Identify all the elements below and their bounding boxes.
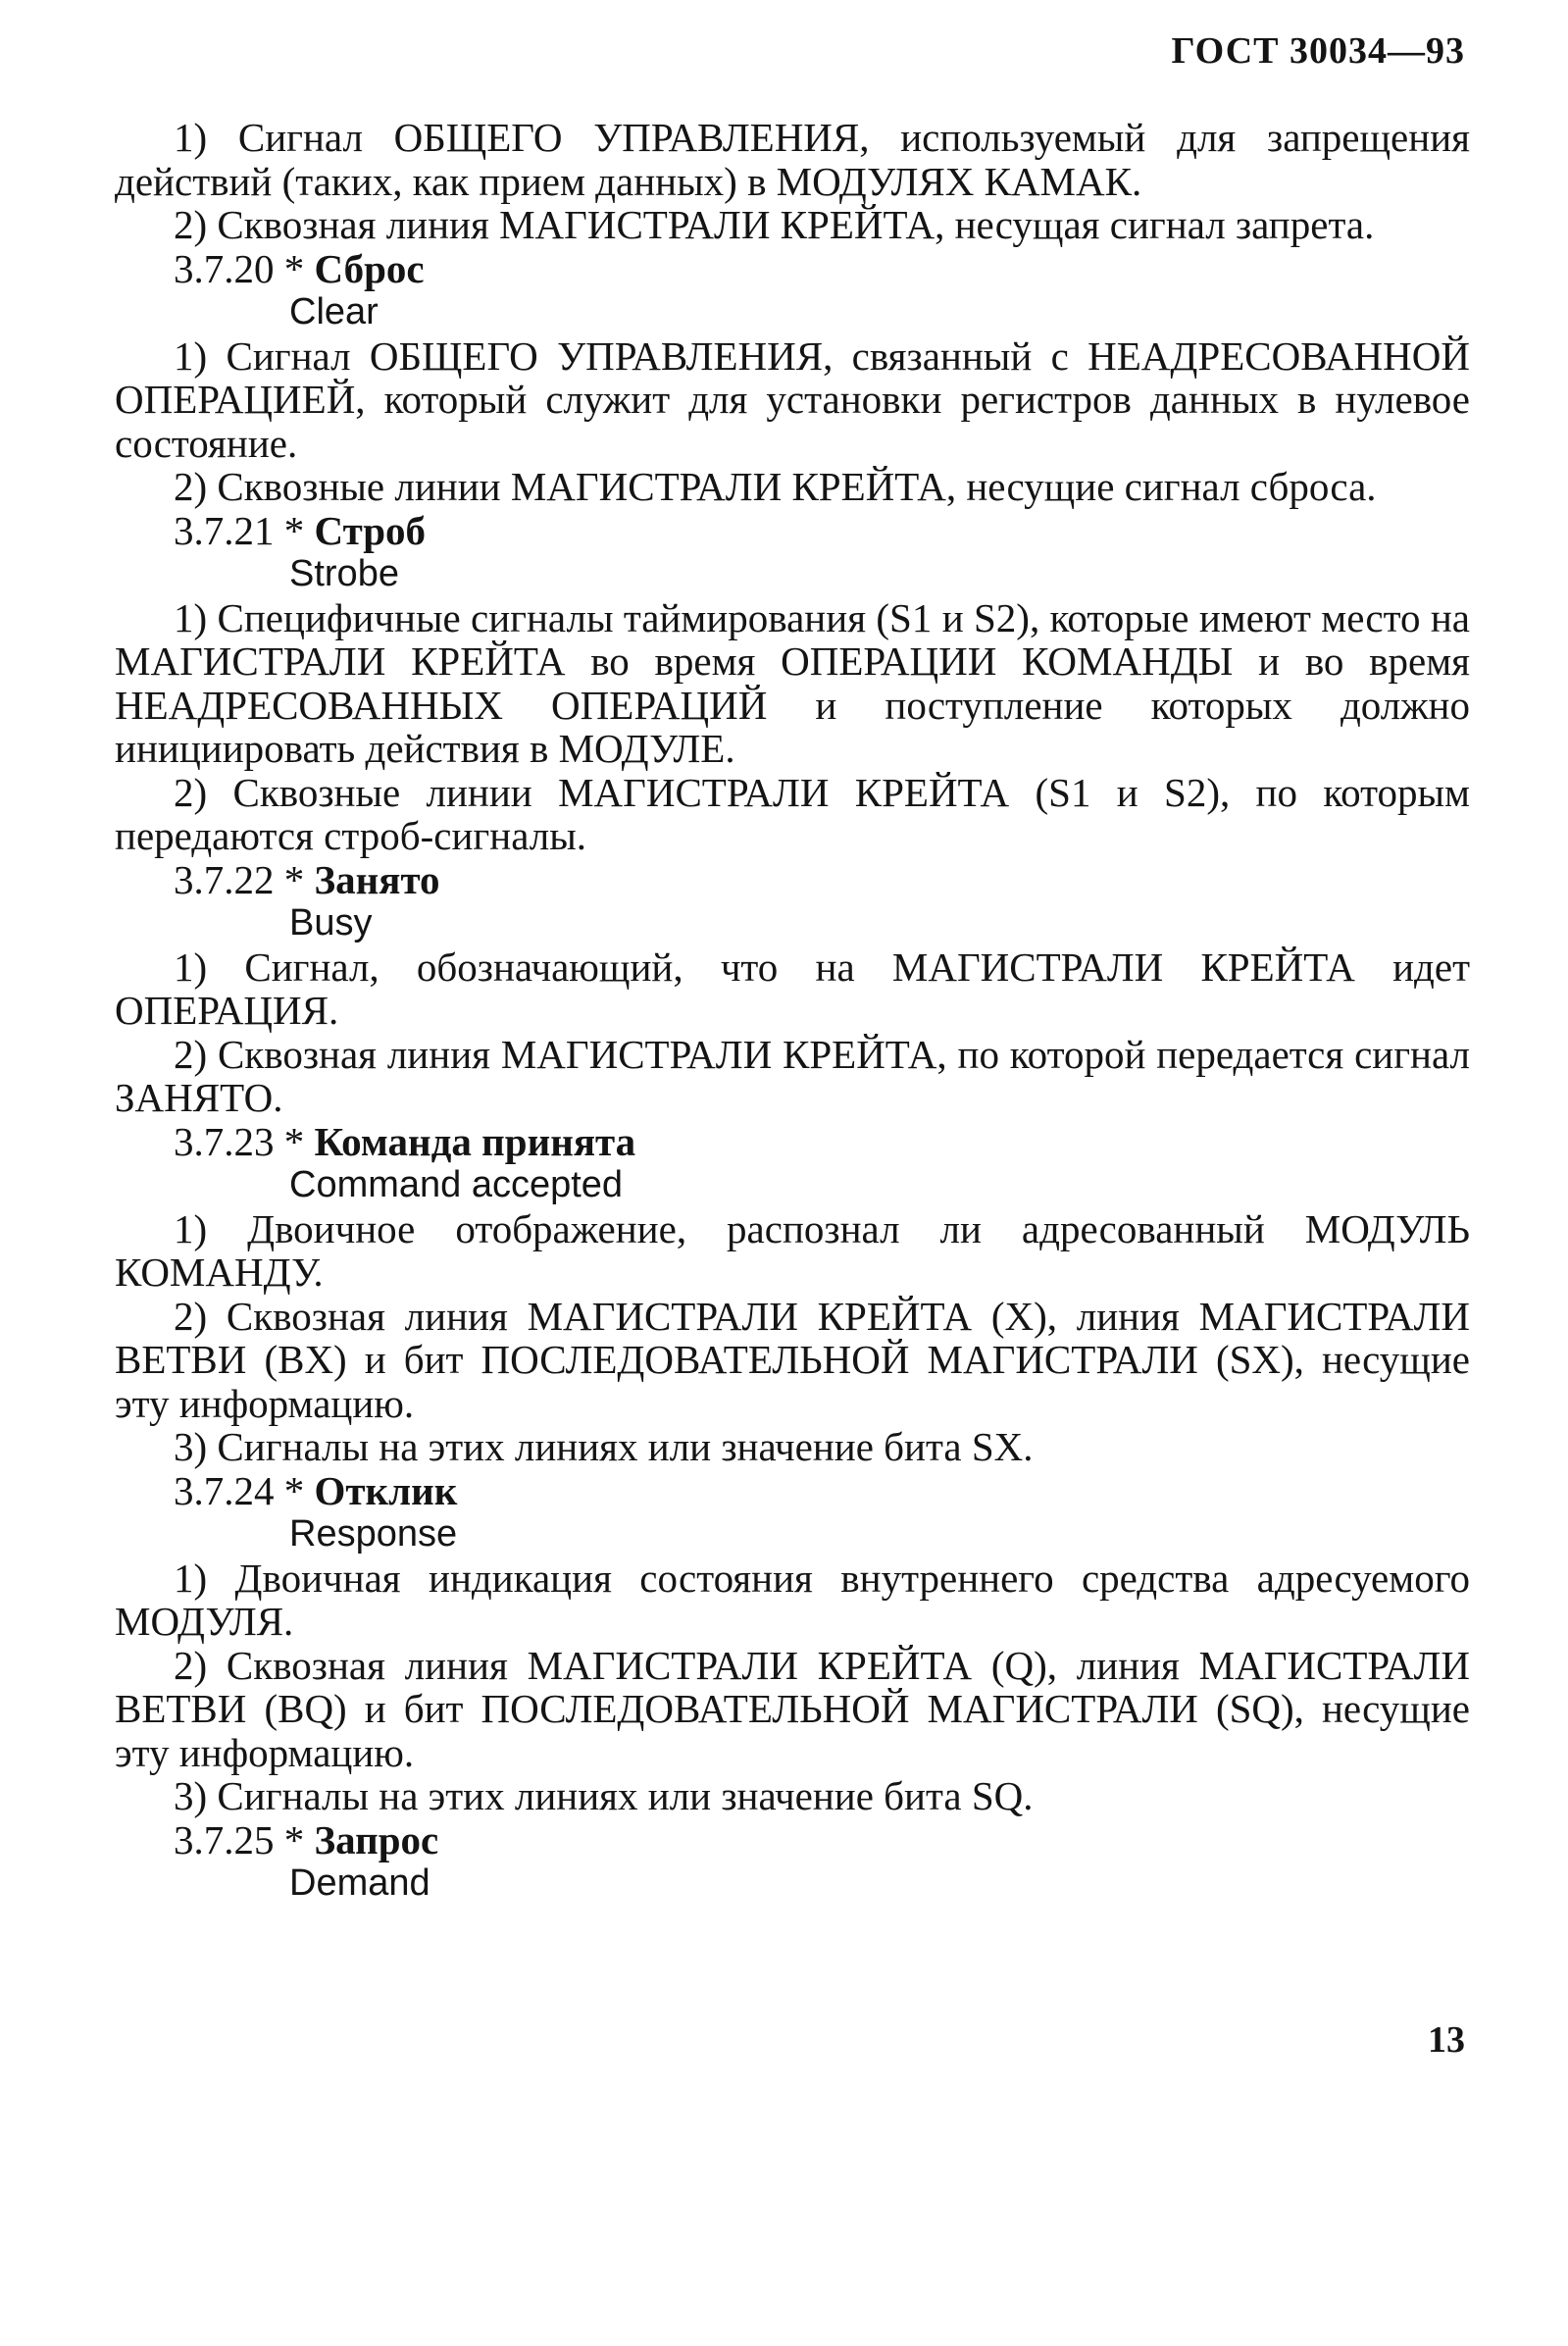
page-number: 13	[1428, 2019, 1465, 2061]
paragraph: 2) Сквозная линия МАГИСТРАЛИ КРЕЙТА, несущая сигнал запрета.	[174, 202, 1375, 247]
term-english: Command accepted	[289, 1164, 624, 1205]
paragraph: 2) Сквозные линии МАГИСТРАЛИ КРЕЙТА (S1 и S2), по которым передаются строб-сигналы.	[115, 769, 1470, 858]
term-number: 3.7.22	[174, 856, 275, 902]
term-title: Занято	[314, 856, 440, 902]
paragraph: 1) Специфичные сигналы таймирования (S1 и S2), которые имеют место на МАГИСТРАЛИ КРЕЙТА во время ОПЕРАЦИИ КОМАНДЫ и во время НЕАДРЕСОВАННЫХ ОПЕРАЦИЙ и поступление которых должно инициировать действия в МОДУЛЕ.	[115, 594, 1470, 771]
paragraph: 1) Сигнал ОБЩЕГО УПРАВЛЕНИЯ, используемый для запрещения действий (таких, как прием данных) в МОДУЛЯХ КАМАК.	[115, 115, 1470, 204]
document-body	[115, 116, 1470, 1906]
term-heading	[115, 1818, 1470, 1862]
term-mark: *	[283, 245, 305, 291]
term-number: 3.7.21	[174, 507, 275, 553]
term-english: Clear	[289, 291, 379, 332]
term-mark: *	[283, 1816, 305, 1862]
term-number: 3.7.25	[174, 1816, 275, 1862]
paragraph: 1) Сигнал, обозначающий, что на МАГИСТРАЛИ КРЕЙТА идет ОПЕРАЦИЯ.	[115, 944, 1470, 1033]
paragraph: 1) Двоичное отображение, распознал ли адресованный МОДУЛЬ КОМАНДУ.	[115, 1205, 1470, 1295]
term-title: Строб	[314, 507, 427, 553]
term-english: Busy	[289, 902, 373, 944]
term-title: Отклик	[314, 1467, 458, 1513]
term-heading	[115, 858, 1470, 902]
term-heading	[115, 509, 1470, 553]
paragraph: 2) Сквозные линии МАГИСТРАЛИ КРЕЙТА, несущие сигнал сброса.	[174, 464, 1377, 509]
term-heading	[115, 1469, 1470, 1513]
term-english: Response	[289, 1513, 458, 1555]
term-english: Strobe	[289, 553, 399, 594]
term-mark: *	[283, 856, 305, 902]
term-english: Demand	[289, 1862, 430, 1904]
paragraph: 2) Сквозная линия МАГИСТРАЛИ КРЕЙТА (X), линия МАГИСТРАЛИ ВЕТВИ (BX) и бит ПОСЛЕДОВАТЕЛЬНОЙ МАГИСТРАЛИ (SX), несущие эту информацию.	[115, 1293, 1470, 1426]
standard-header: ГОСТ 30034—93	[1171, 30, 1465, 72]
paragraph: 3) Сигналы на этих линиях или значение бита SQ.	[174, 1773, 1034, 1818]
paragraph: 2) Сквозная линия МАГИСТРАЛИ КРЕЙТА (Q), линия МАГИСТРАЛИ ВЕТВИ (BQ) и бит ПОСЛЕДОВАТЕЛЬНОЙ МАГИСТРАЛИ (SQ), несущие эту информацию.	[115, 1642, 1470, 1775]
term-heading	[115, 247, 1470, 291]
paragraph: 2) Сквозная линия МАГИСТРАЛИ КРЕЙТА, по которой передается сигнал ЗАНЯТО.	[115, 1031, 1470, 1120]
term-title: Сброс	[314, 245, 425, 291]
term-mark: *	[283, 1467, 305, 1513]
paragraph: 1) Сигнал ОБЩЕГО УПРАВЛЕНИЯ, связанный с НЕАДРЕСОВАННОЙ ОПЕРАЦИЕЙ, который служит для установки регистров данных в нулевое состояние.	[115, 332, 1470, 466]
paragraph: 3) Сигналы на этих линиях или значение бита SX.	[174, 1424, 1034, 1469]
term-number: 3.7.20	[174, 245, 275, 291]
term-mark: *	[283, 507, 305, 553]
term-mark: *	[283, 1118, 305, 1164]
term-title: Запрос	[314, 1816, 439, 1862]
term-number: 3.7.24	[174, 1467, 275, 1513]
paragraph: 1) Двоичная индикация состояния внутреннего средства адресуемого МОДУЛЯ.	[115, 1555, 1470, 1644]
term-number: 3.7.23	[174, 1118, 275, 1164]
term-heading	[115, 1120, 1470, 1164]
term-title: Команда принята	[314, 1118, 636, 1164]
